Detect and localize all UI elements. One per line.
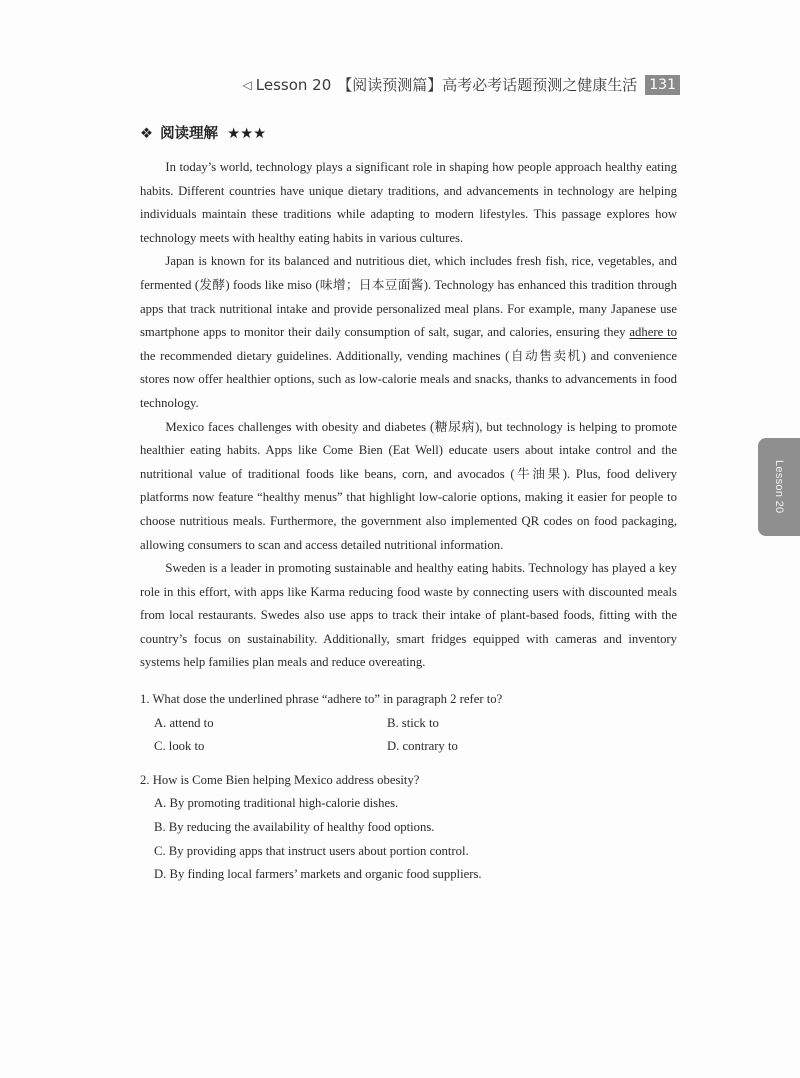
question-1-options — [140, 712, 677, 759]
page-header — [243, 74, 680, 95]
q1-option-d: D. contrary to — [387, 739, 458, 754]
underlined-phrase: adhere to — [629, 325, 677, 340]
side-tab-label: Lesson 20 — [773, 460, 785, 514]
paragraph-2 — [140, 250, 677, 415]
paragraph-3: Mexico faces challenges with obesity and diabetes (糖尿病), but technology is helping to promote healthier eating habits. Apps like Come Bien (Eat Well) educate users about intake control and the nutritional value of traditional foods like beans, corn, and avocados (牛油果). Plus, food delivery platforms now feature “healthy menus” that highlight low-calorie options, making it easier for people to choose nutritious meals. Furthermore, the government also implemented QR codes on food packaging, allowing consumers to scan and access detailed nutritional information. — [140, 419, 677, 552]
q1-option-b: B. stick to — [387, 715, 439, 730]
q1-option-c: C. look to — [154, 739, 205, 754]
side-lesson-tab — [758, 438, 800, 536]
question-1-stem: 1. What dose the underlined phrase “adhere to” in paragraph 2 refer to? — [140, 692, 503, 706]
diamond-icon: ❖ — [140, 126, 153, 142]
lesson-label: Lesson 20 — [255, 75, 332, 94]
paragraph-1: In today’s world, technology plays a significant role in shaping how people approach healthy eating habits. Different countries have unique dietary traditions, and advancements in technology are helping individuals maintain these traditions while adapting to modern lifestyles. This passage explores how technology meets with healthy eating habits in various cultures. — [140, 160, 677, 245]
paragraph-2-text-a: Japan is known for its balanced and nutritious diet, which includes fresh fish, rice, vegetables, and fermented (发酵) foods like miso (味增；日本豆面酱). Technology has enhanced this tradition through apps that track nutritional intake and provide personalized meal plans. For example, many Japanese use smartphone apps to monitor their daily consumption of salt, sugar, and calories, ensuring they — [140, 254, 677, 340]
q2-option-d: D. By finding local farmers’ markets and organic food suppliers. — [154, 867, 482, 882]
triangle-left-icon: ◁ — [242, 77, 252, 92]
q2-option-b: B. By reducing the availability of healthy food options. — [154, 819, 435, 834]
header-title: 【阅读预测篇】高考必考话题预测之健康生活 — [337, 76, 638, 94]
questions-section — [140, 688, 677, 887]
difficulty-stars: ★★★ — [227, 126, 267, 142]
q2-option-a: A. By promoting traditional high-calorie dishes. — [154, 796, 399, 811]
question-2 — [140, 769, 677, 887]
section-title-text: 阅读理解 — [160, 126, 219, 142]
paragraph-4: Sweden is a leader in promoting sustainable and healthy eating habits. Technology has played a key role in this effort, with apps like Karma reducing food waste by connecting users with discounted meals from local restaurants. Swedes also use apps to track their intake of plant-based foods, fitting with the country’s focus on sustainability. Additionally, smart fridges equipped with cameras and inventory systems help families plan meals and reduce overeating. — [140, 561, 677, 670]
question-1 — [140, 688, 677, 759]
page-number: 131 — [645, 75, 680, 95]
question-2-options — [140, 792, 677, 886]
section-title — [140, 122, 266, 143]
paragraph-2-text-b: the recommended dietary guidelines. Additionally, vending machines (自动售卖机) and convenience stores now offer healthier options, such as low-calorie meals and snacks, thanks to advancements in food technology. — [140, 348, 677, 410]
reading-passage — [140, 156, 677, 675]
question-2-stem: 2. How is Come Bien helping Mexico address obesity? — [140, 772, 420, 787]
q1-option-a: A. attend to — [154, 715, 214, 730]
q2-option-c: C. By providing apps that instruct users about portion control. — [154, 843, 469, 858]
